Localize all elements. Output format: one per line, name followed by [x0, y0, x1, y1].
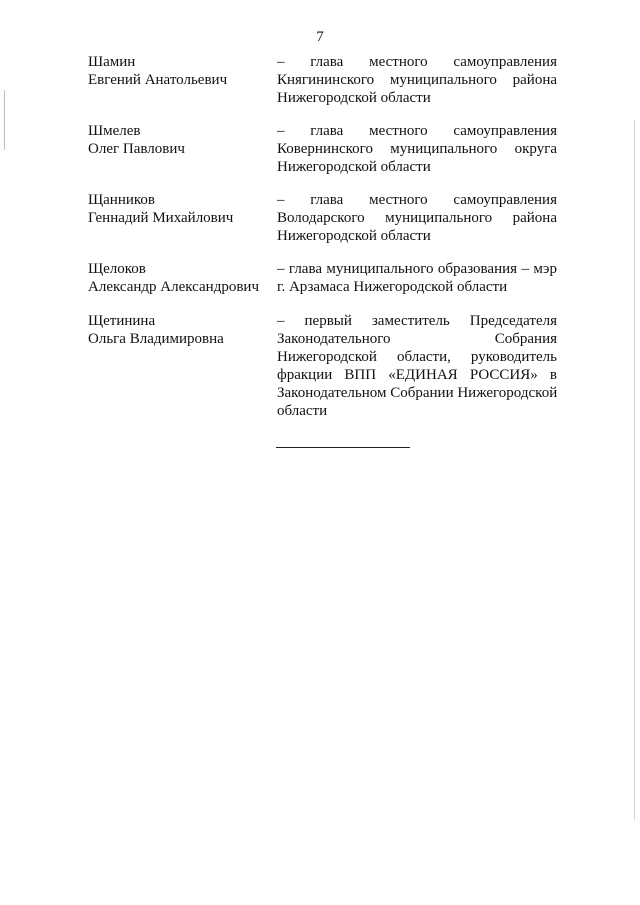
given-names: Ольга Владимировна: [88, 331, 224, 347]
description-line: Княгининского муниципального района: [277, 72, 557, 88]
given-names: Олег Павлович: [88, 141, 185, 157]
description-line: г. Арзамаса Нижегородской области: [277, 279, 508, 295]
person-name: [88, 53, 278, 89]
description-line: Нижегородской области: [277, 228, 431, 244]
page-number: 7: [316, 29, 324, 45]
person-name: [88, 191, 278, 227]
person-name: [88, 122, 278, 158]
description-line: – глава местного самоуправления: [277, 123, 557, 139]
closing-separator-line: [276, 447, 410, 448]
surname: Щанников: [88, 192, 155, 208]
position-description: [277, 260, 557, 296]
description-line: Нижегородской области, руководитель: [277, 349, 557, 365]
person-name: [88, 312, 278, 348]
description-line: – глава местного самоуправления: [277, 54, 557, 70]
surname: Шамин: [88, 54, 136, 70]
surname: Щелоков: [88, 261, 146, 277]
position-description: [277, 312, 557, 420]
surname: Шмелев: [88, 123, 141, 139]
scan-edge-mark: [4, 90, 5, 150]
description-line: области: [277, 403, 328, 419]
description-line: – глава муниципального образования – мэр: [277, 261, 557, 277]
position-description: [277, 191, 557, 245]
surname: Щетинина: [88, 313, 156, 329]
description-line: Законодательного Собрания: [277, 331, 557, 347]
description-line: Нижегородской области: [277, 90, 431, 106]
description-line: – глава местного самоуправления: [277, 192, 557, 208]
description-line: Володарского муниципального района: [277, 210, 557, 226]
person-name: [88, 260, 278, 296]
description-line: фракции ВПП «ЕДИНАЯ РОССИЯ» в: [277, 367, 557, 383]
position-description: [277, 122, 557, 176]
description-line: Ковернинского муниципального округа: [277, 141, 557, 157]
position-description: [277, 53, 557, 107]
given-names: Евгений Анатольевич: [88, 72, 228, 88]
given-names: Александр Александрович: [88, 279, 259, 295]
description-line: – первый заместитель Председателя: [277, 313, 557, 329]
description-line: Законодательном Собрании Нижегородской: [277, 385, 557, 401]
scan-edge-mark: [634, 120, 635, 820]
given-names: Геннадий Михайлович: [88, 210, 234, 226]
description-line: Нижегородской области: [277, 159, 431, 175]
